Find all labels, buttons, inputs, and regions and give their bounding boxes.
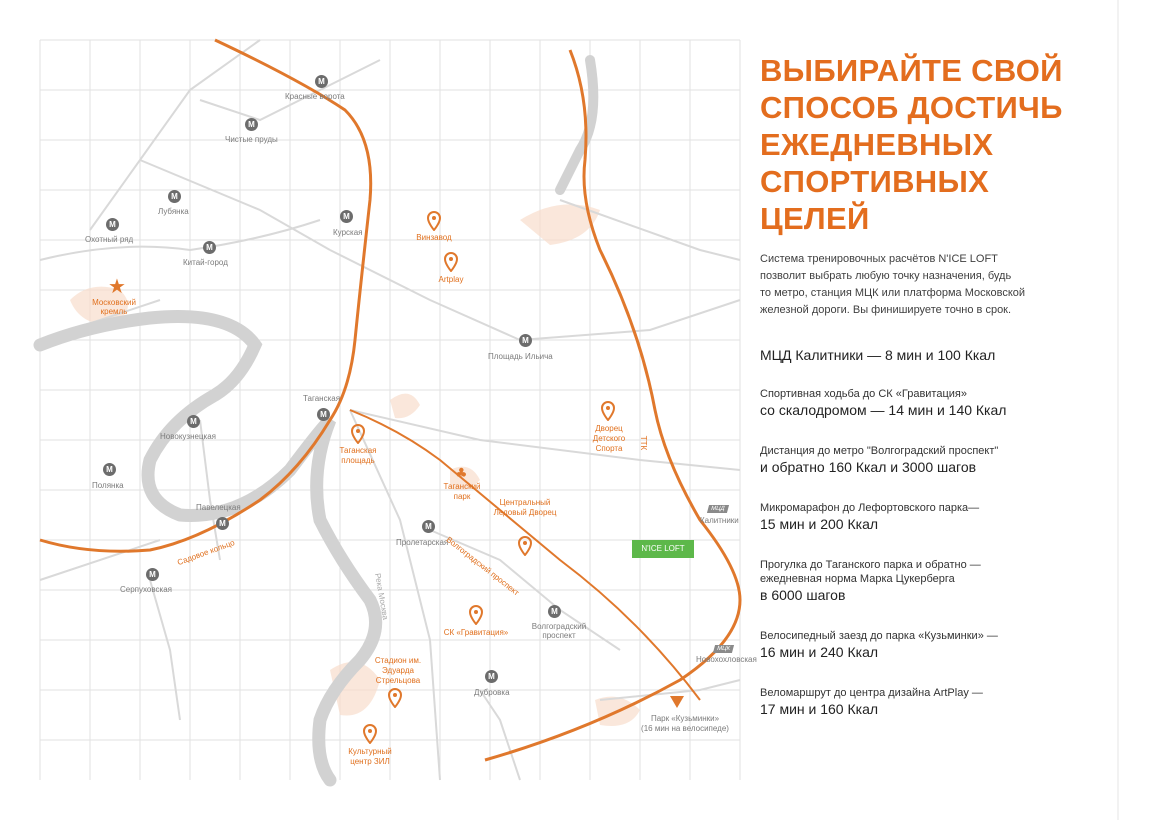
map-pin-icon bbox=[362, 724, 378, 744]
metro-label: Площадь Ильича bbox=[488, 352, 553, 361]
route-line: Прогулка до Таганского парка и обратно — bbox=[760, 559, 981, 571]
road-volgogradsky-label: Волгоградский проспект bbox=[444, 535, 521, 598]
poi-ledovy-dvorets-label: Центральный Ледовый Дворец bbox=[493, 498, 557, 517]
poi-kuzminki-note: (16 мин на велосипеде) bbox=[641, 724, 729, 733]
poi-zil-label: Культурный центр ЗИЛ bbox=[348, 747, 392, 766]
metro-volgogradsky-icon: М bbox=[548, 605, 561, 618]
route-line: в 6000 шагов bbox=[760, 587, 846, 603]
metro-dubrovka-icon: М bbox=[485, 670, 498, 683]
route-item bbox=[760, 629, 1120, 662]
route-item bbox=[760, 501, 1120, 534]
map-pin-icon bbox=[600, 401, 616, 421]
route-line: Веломаршрут до центра дизайна ArtPlay — bbox=[760, 687, 983, 699]
metro-label: Охотный ряд bbox=[85, 235, 134, 244]
metro-novokuznetskaya-icon: М bbox=[187, 415, 200, 428]
route-line: со скалодромом — 14 мин и 140 Ккал bbox=[760, 402, 1007, 418]
river-branch bbox=[560, 60, 593, 190]
map-pin-icon bbox=[517, 536, 533, 556]
intro-line: Система тренировочных расчётов N'ICE LOFT bbox=[760, 253, 998, 265]
title-line: ЦЕЛЕЙ bbox=[760, 201, 870, 236]
map-pin-icon bbox=[468, 605, 484, 625]
metro-label: Пролетарская bbox=[396, 538, 449, 547]
title-line: СПОСОБ ДОСТИЧЬ bbox=[760, 90, 1063, 125]
map-pin-icon bbox=[387, 688, 403, 708]
route-item bbox=[760, 444, 1120, 477]
kremlin-label: Московский кремль bbox=[92, 298, 136, 316]
route-line: 16 мин и 240 Ккал bbox=[760, 644, 879, 660]
metro-label: Китай-город bbox=[183, 258, 228, 267]
triangle-marker-icon bbox=[670, 696, 684, 708]
metro-label: Волгоградский проспект bbox=[531, 622, 587, 640]
metro-kurskaya-icon: М bbox=[340, 210, 353, 223]
metro-label: Таганская bbox=[303, 394, 341, 403]
river-label: Река Москва bbox=[373, 572, 391, 621]
route-item bbox=[760, 686, 1120, 719]
poi-kuzminki-label: Парк «Кузьминки» bbox=[650, 714, 720, 723]
intro-line: позволит выбрать любую точку назначения, будь bbox=[760, 270, 1012, 282]
mck-badge-icon: МЦК bbox=[713, 645, 734, 653]
intro-line: то метро, станция МЦК или платформа Московской bbox=[760, 287, 1026, 299]
intro-text bbox=[760, 251, 1090, 319]
route-line: и обратно 160 Ккал и 3000 шагов bbox=[760, 459, 977, 475]
metro-polyanka-icon: М bbox=[103, 463, 116, 476]
metro-label: Дубровка bbox=[474, 688, 510, 697]
mcd-badge-icon: МЦД bbox=[707, 505, 729, 513]
metro-kitay-gorod-icon: М bbox=[203, 241, 216, 254]
nice-loft-marker[interactable]: N'ICE LOFT bbox=[632, 540, 694, 558]
route-line: Спортивная ходьба до СК «Гравитация» bbox=[760, 388, 967, 400]
metro-label: Новокузнецкая bbox=[160, 432, 216, 441]
route-item bbox=[760, 347, 1120, 363]
metro-label: Серпуховская bbox=[120, 585, 172, 594]
kremlin-star-icon: ★ bbox=[108, 274, 126, 298]
page-title bbox=[760, 52, 1120, 237]
route-line: 15 мин и 200 Ккал bbox=[760, 516, 879, 532]
metro-ploshchad-ilyicha-icon: М bbox=[519, 334, 532, 347]
metro-proletarskaya-icon: М bbox=[422, 520, 435, 533]
title-line: ВЫБИРАЙТЕ СВОЙ bbox=[760, 53, 1063, 88]
intro-line: железной дороги. Вы финишируете точно в срок. bbox=[760, 304, 1012, 316]
metro-label: Красные ворота bbox=[285, 92, 345, 101]
metro-serpukhovskaya-icon: М bbox=[146, 568, 159, 581]
metro-label: Чистые пруды bbox=[225, 135, 278, 144]
kalitniki-label: Калитники bbox=[700, 516, 739, 525]
route-line: ежедневная норма Марка Цукерберга bbox=[760, 573, 955, 585]
info-panel bbox=[750, 40, 1120, 719]
map-pin-icon bbox=[443, 252, 459, 272]
route-line: Велосипедный заезд до парка «Кузьминки» — bbox=[760, 630, 998, 642]
metro-okhotny-ryad-icon: М bbox=[106, 218, 119, 231]
route-line: Микромарафон до Лефортовского парка— bbox=[760, 502, 980, 514]
poi-dvorets-sporta-label: Дворец Детского Спорта bbox=[592, 424, 626, 453]
map-pin-icon bbox=[426, 211, 442, 231]
poi-gravitatsia-label: СК «Гравитация» bbox=[443, 628, 509, 637]
poi-vinzavod-label: Винзавод bbox=[416, 233, 452, 242]
route-item bbox=[760, 387, 1120, 420]
poi-tagansky-park-label: Таганский парк bbox=[443, 482, 481, 501]
metro-label: Полянка bbox=[92, 481, 124, 490]
route-line: 17 мин и 160 Ккал bbox=[760, 701, 879, 717]
metro-lubyanka-icon: М bbox=[168, 190, 181, 203]
metro-label: Курская bbox=[333, 228, 363, 237]
tree-icon: ♣ bbox=[455, 466, 468, 482]
route-line: МЦД Калитники — 8 мин и 100 Ккал bbox=[760, 347, 996, 363]
metro-label: Лубянка bbox=[158, 207, 189, 216]
route-line: Дистанция до метро "Волгоградский проспект" bbox=[760, 445, 999, 457]
poi-taganskaya-square-label: Таганская площадь bbox=[339, 446, 377, 465]
poi-artplay-label: Artplay bbox=[438, 275, 464, 284]
novokhokhlovskaya-label: Новохохловская bbox=[696, 655, 757, 664]
title-line: ЕЖЕДНЕВНЫХ bbox=[760, 127, 994, 162]
route-item bbox=[760, 558, 1120, 605]
metro-krasnye-vorota-icon: М bbox=[315, 75, 328, 88]
poi-stadion-label: Стадион им. Эдуарда Стрельцова bbox=[374, 656, 422, 685]
metro-label: Павелецкая bbox=[196, 503, 241, 512]
metro-chistye-prudy-icon: М bbox=[245, 118, 258, 131]
road-ttk-label: ТТК bbox=[639, 435, 649, 451]
title-line: СПОРТИВНЫХ bbox=[760, 164, 990, 199]
road-sadovoe-label: Садовое кольцо bbox=[176, 537, 236, 568]
map-pin-icon bbox=[350, 424, 366, 444]
metro-taganskaya-icon: М bbox=[317, 408, 330, 421]
metro-paveletskaya-icon: М bbox=[216, 517, 229, 530]
